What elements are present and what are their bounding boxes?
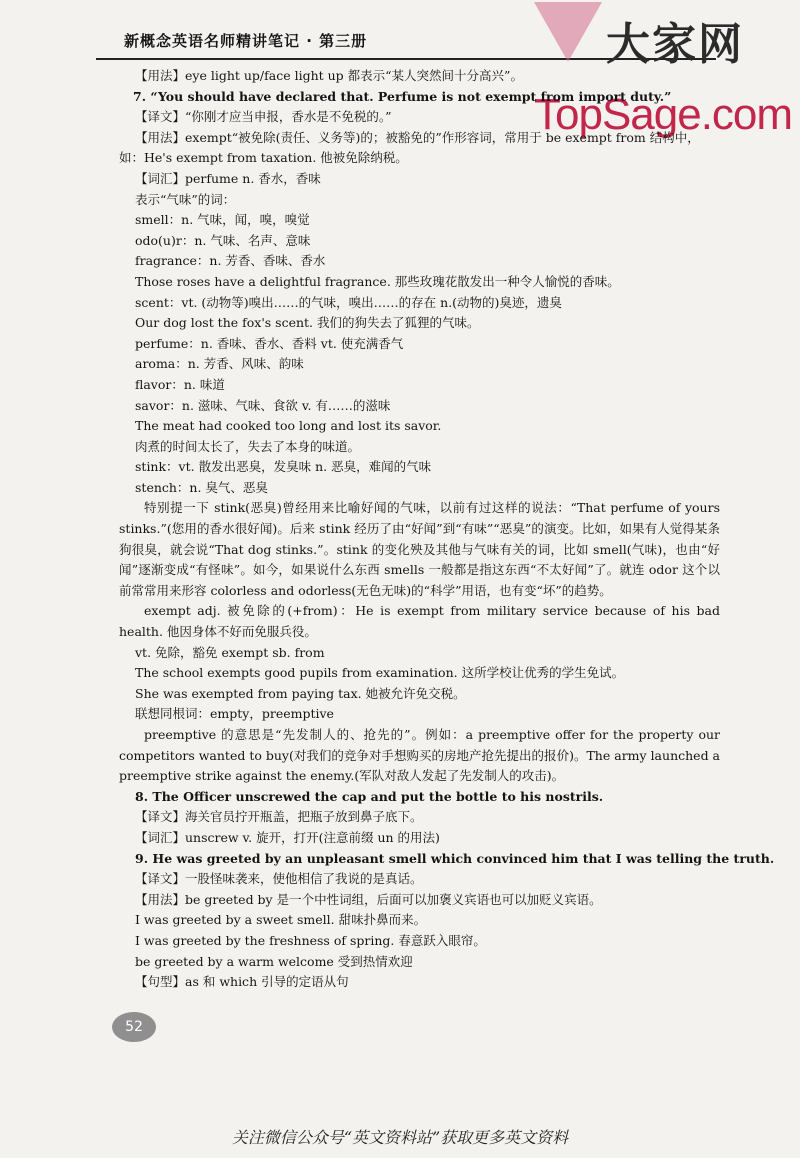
text-line: The school exempts good pupils from examination. 这所学校让优秀的学生免试。 bbox=[135, 665, 625, 681]
text-line: 表示“气味”的词： bbox=[135, 191, 236, 207]
text-line: 【词汇】perfume n. 香水，香味 bbox=[135, 170, 321, 186]
logo-triangle-icon bbox=[534, 2, 602, 62]
page-body bbox=[119, 66, 775, 993]
sentence-7: 7. “You should have declared that. Perfume is not exempt from import duty.” bbox=[133, 88, 672, 104]
text-line: fragrance：n. 芳香、香味、香水 bbox=[135, 253, 326, 269]
text-line: aroma：n. 芳香、风味、韵味 bbox=[135, 356, 304, 372]
text-line: 【译文】海关官员拧开瓶盖，把瓶子放到鼻子底下。 bbox=[135, 809, 423, 825]
paragraph-stink: 特别提一下 stink(恶臭)曾经用来比喻好闻的气味，以前有过这样的说法：“That perfume of yours stinks.”(您用的香水很好闻)。后来 stink 经历了由“好闻”到“有味”“恶臭”的演变。比如，如果有人觉得某条狗很臭，就会说“That dog stinks.”。stink 的变化殃及其他与气味有关的词，比如 smell(气味)，也由“好闻”逐渐变成“有怪味”。如今，如果说什么东西 smells 一般都是指这东西“不太好闻”了。就连 odor 这个以前常常用来形容 colorless and odorless(无色无味)的“科学”用语，也有变“坏”的趋势。 bbox=[119, 500, 720, 598]
text-line: Those roses have a delightful fragrance. 那些玫瑰花散发出一种令人愉悦的香味。 bbox=[135, 273, 620, 289]
watermark-en: TopSage.com bbox=[534, 90, 793, 139]
text-line: be greeted by a warm welcome 受到热情欢迎 bbox=[135, 953, 413, 969]
text-line: smell：n. 气味，闻，嗅，嗅觉 bbox=[135, 212, 310, 228]
text-line: Our dog lost the fox's scent. 我们的狗失去了狐狸的气味。 bbox=[135, 315, 480, 331]
text-line: vt. 免除，豁免 exempt sb. from bbox=[135, 644, 325, 660]
text-line: 肉煮的时间太长了，失去了本身的味道。 bbox=[135, 438, 361, 454]
book-title: 新概念英语名师精讲笔记 · 第三册 bbox=[124, 32, 368, 50]
text-line: I was greeted by the freshness of spring. 春意跃入眼帘。 bbox=[135, 932, 486, 948]
text-line: odo(u)r：n. 气味、名声、意味 bbox=[135, 232, 311, 248]
page-number: 52 bbox=[112, 1012, 156, 1042]
text-line: savor：n. 滋味、气味、食欲 v. 有……的滋味 bbox=[135, 397, 391, 413]
text-line: 【词汇】unscrew v. 旋开，打开(注意前缀 un 的用法) bbox=[135, 829, 440, 845]
text-line: I was greeted by a sweet smell. 甜味扑鼻而来。 bbox=[135, 912, 427, 928]
text-line: 【译文】一股怪味袭来，使他相信了我说的是真话。 bbox=[135, 871, 423, 887]
text-line: scent：vt. (动物等)嗅出……的气味，嗅出……的存在 n.(动物的)臭迹，遗臭 bbox=[135, 294, 562, 310]
watermark-cn: 大家网 bbox=[606, 19, 744, 70]
text-line: 【用法】be greeted by 是一个中性词组，后面可以加褒义宾语也可以加贬义宾语。 bbox=[135, 891, 602, 907]
sentence-9: 9. He was greeted by an unpleasant smell which convinced him that I was telling the truth. bbox=[135, 850, 775, 866]
text-line: flavor：n. 味道 bbox=[135, 376, 225, 392]
text-line: 【用法】eye light up/face light up 都表示“某人突然间十分高兴”。 bbox=[135, 68, 523, 83]
footer-note: 关注微信公众号“英文资料站”获取更多英文资料 bbox=[231, 1128, 569, 1147]
text-line: stench：n. 臭气、恶臭 bbox=[135, 479, 268, 495]
text-line: The meat had cooked too long and lost its savor. bbox=[135, 418, 442, 434]
sentence-8: 8. The Officer unscrewed the cap and put the bottle to his nostrils. bbox=[135, 788, 604, 804]
paragraph-preemptive: preemptive 的意思是“先发制人的、抢先的”。例如：a preemptive offer for the property our competitors wanted to buy(对我们的竞争对手想购买的房地产抢先提出的报价)。The army launched a preemptive strike against the enemy.(军队对敌人发起了先发制人的攻击)。 bbox=[119, 727, 720, 784]
text-line: She was exempted from paying tax. 她被允许免交税。 bbox=[135, 685, 466, 701]
text-line: 【用法】exempt“被免除(责任、义务等)的；被豁免的”作形容词，常用于 be exempt from 结构中， bbox=[135, 129, 700, 145]
text-line: stink：vt. 散发出恶臭，发臭味 n. 恶臭，难闻的气味 bbox=[135, 459, 432, 475]
text-line: 【句型】as 和 which 引导的定语从句 bbox=[135, 974, 349, 990]
text-line: perfume：n. 香味、香水、香料 vt. 使充满香气 bbox=[135, 335, 404, 351]
text-line: 【译文】“你刚才应当申报，香水是不免税的。” bbox=[135, 109, 392, 125]
paragraph-exempt: exempt adj. 被免除的(+from)：He is exempt from military service because of his bad health. 他因身体不好而免服兵役。 bbox=[119, 603, 720, 640]
text-line: 如：He's exempt from taxation. 他被免除纳税。 bbox=[119, 150, 408, 166]
text-line: 联想同根词：empty，preemptive bbox=[135, 706, 334, 722]
